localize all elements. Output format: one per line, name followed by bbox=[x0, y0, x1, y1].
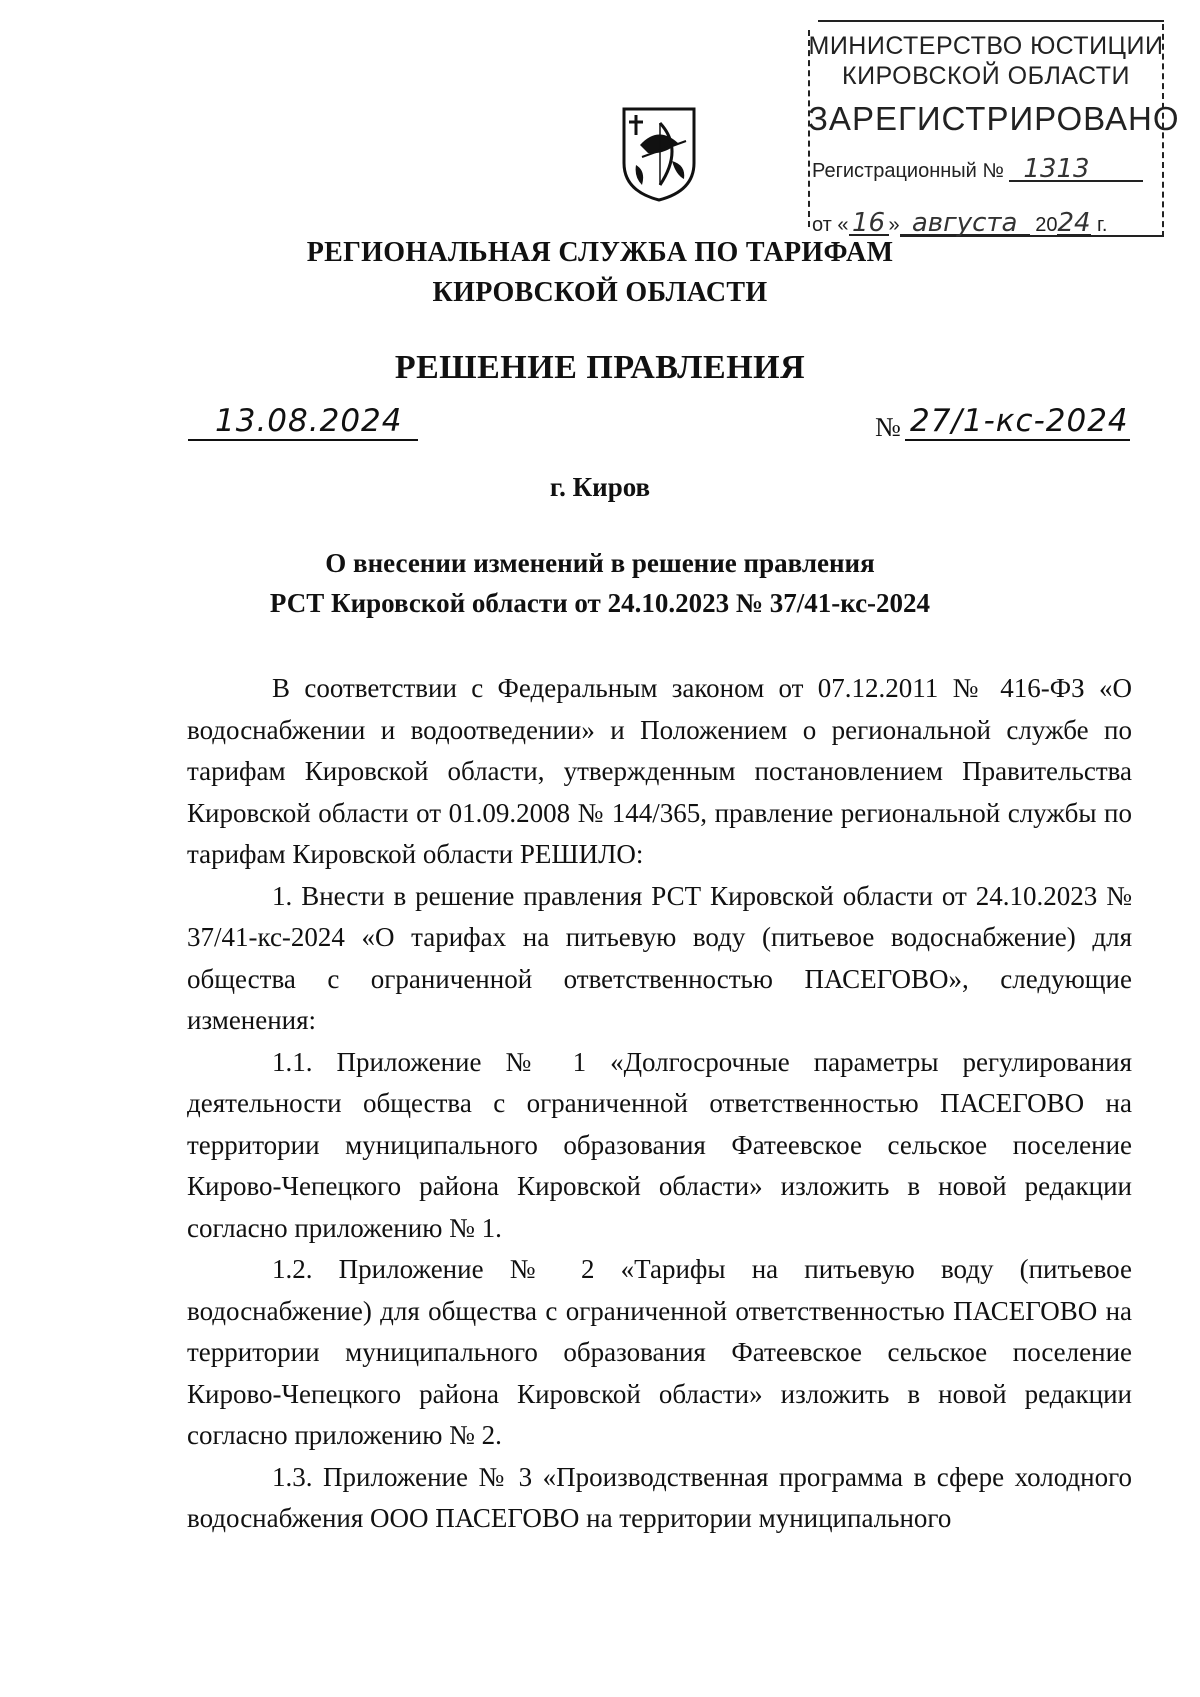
org-name-line1: РЕГИОНАЛЬНАЯ СЛУЖБА ПО ТАРИФАМ bbox=[306, 237, 894, 268]
decision-date: 13.08.2024 bbox=[215, 403, 403, 439]
stamp-region: КИРОВСКОЙ ОБЛАСТИ bbox=[842, 62, 1130, 90]
stamp-date-end: г. bbox=[1097, 214, 1108, 236]
org-name-line2: КИРОВСКОЙ ОБЛАСТИ bbox=[432, 277, 768, 308]
decision-number: 27/1-кс-2024 bbox=[910, 403, 1129, 439]
stamp-date-day: 16 bbox=[849, 212, 889, 236]
stamp-reg-number-value: 1313 bbox=[1009, 158, 1143, 182]
preamble-paragraph: В соответствии с Федеральным законом от 07.12.2011 № 416-ФЗ «О водоснабжении и водоотведении» и Положением о региональной службе по тарифам Кировской области, утвержденным постановлением Правительства Кировской области от 01.09.2008 № 144/365, правление региональной службы по тарифам Кировской области РЕШИЛО: bbox=[187, 673, 1132, 869]
stamp-date-month: августа bbox=[900, 212, 1030, 236]
stamp-date-prefix: от « bbox=[812, 214, 849, 236]
city: г. Киров bbox=[549, 472, 651, 502]
item-1-3-paragraph: 1.3. Приложение № 3 «Производственная программа в сфере холодного водоснабжения ООО ПАСЕГОВО на территории муниципального bbox=[187, 1461, 1132, 1533]
stamp-reg-label: Регистрационный № bbox=[812, 160, 1004, 182]
stamp-date-mid: » bbox=[888, 214, 900, 236]
stamp-ministry: МИНИСТЕРСТВО ЮСТИЦИИ bbox=[808, 32, 1164, 60]
item-1-2-paragraph: 1.2. Приложение № 2 «Тарифы на питьевую воду (питьевое водоснабжение) для общества с ограниченной ответственностью ПАСЕГОВО на территории муниципального образования Фатеевское сельское поселение Кирово-Чепецкого района Кировской области» изложить в новой редакции согласно приложению № 2. bbox=[187, 1254, 1132, 1450]
stamp-date-year-suffix: 24 bbox=[1057, 208, 1091, 238]
document-body bbox=[187, 668, 1132, 1540]
number-sign: № bbox=[875, 412, 901, 442]
item-1-1-paragraph: 1.1. Приложение № 1 «Долгосрочные параметры регулирования деятельности общества с ограниченной ответственностью ПАСЕГОВО на территории муниципального образования Фатеевское сельское поселение Кирово-Чепецкого района Кировской области» изложить в новой редакции согласно приложению № 1. bbox=[187, 1046, 1132, 1243]
item-1-paragraph: 1. Внести в решение правления РСТ Кировской области от 24.10.2023 № 37/41-кс-2024 «О тарифах на питьевую воду (питьевое водоснабжение) для общества с ограниченной ответственностью ПАСЕГОВО», следующие изменения: bbox=[187, 880, 1132, 1035]
stamp-registered: ЗАРЕГИСТРИРОВАНО bbox=[808, 100, 1180, 137]
registration-stamp bbox=[808, 20, 1180, 255]
subject-line2: РСТ Кировской области от 24.10.2023 № 37/41-кс-2024 bbox=[269, 588, 931, 618]
coat-of-arms-icon bbox=[620, 105, 698, 203]
stamp-date-year-prefix: 20 bbox=[1035, 214, 1058, 236]
stamp-reg-number bbox=[812, 154, 1143, 184]
stamp-date bbox=[812, 208, 1108, 238]
document-title: РЕШЕНИЕ ПРАВЛЕНИЯ bbox=[394, 349, 806, 386]
subject-line1: О внесении изменений в решение правления bbox=[325, 548, 875, 578]
